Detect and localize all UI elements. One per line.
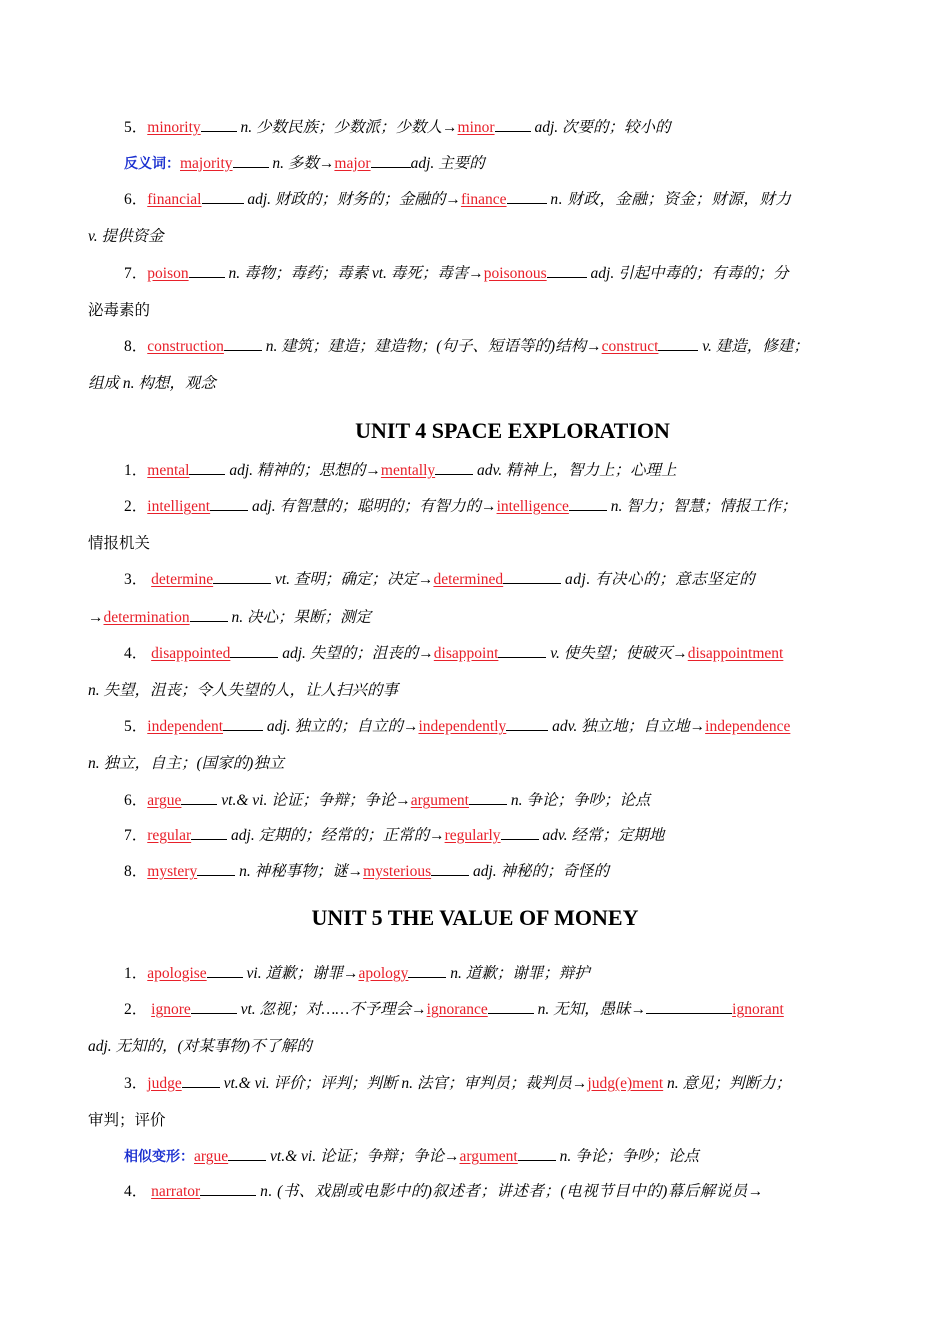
answer-word: regular — [147, 827, 192, 844]
answer-word: argue — [147, 792, 182, 809]
answer-word: disappoint — [433, 645, 499, 662]
answer-word: construct — [601, 338, 659, 355]
vocab-item: 6．argue vt.& vi. 论证；争辩；争论→argument n. 争论；争吵；论点 — [124, 792, 651, 809]
vocab-item: 3．judge vt.& vi. 评价；评判；判断 n. 法官；审判员；裁判员→judg(e)ment n. 意见；判断力； — [124, 1075, 792, 1092]
antonym-label: 反义词： — [124, 156, 180, 172]
answer-word: judg(e)ment — [587, 1075, 664, 1092]
answer-word: argument — [410, 792, 469, 809]
answer-word: determination — [103, 609, 190, 626]
answer-word: apology — [358, 965, 409, 982]
answer-word: minor — [457, 119, 495, 136]
answer-word: finance — [460, 191, 507, 208]
answer-word: mental — [147, 462, 190, 479]
vocab-item: 4． narrator n. (书、戏剧或电影中的)叙述者；讲述者；(电视节目中的)幕后解说员→ — [124, 1183, 764, 1200]
answer-word: independently — [418, 718, 507, 735]
answer-word: determined — [433, 571, 504, 588]
answer-word: determine — [151, 571, 214, 588]
vocab-item: 1．apologise vi. 道歉；谢罪→apology n. 道歉；谢罪；辩护 — [124, 965, 590, 982]
answer-word: mysterious — [363, 863, 432, 880]
vocab-item-continuation: v. 提供资金 — [88, 228, 164, 245]
antonym-line: 反义词：majority n. 多数→major adj. 主要的 — [124, 155, 485, 172]
vocab-item-continuation: n. 独立，自主；(国家的)独立 — [88, 755, 285, 772]
answer-word: disappointment — [687, 645, 784, 662]
answer-word: ignorance — [426, 1001, 488, 1018]
vocab-item-continuation: 泌毒素的 — [88, 302, 151, 319]
answer-word: major — [334, 155, 371, 172]
vocab-item: 2．intelligent adj. 有智慧的；聪明的；有智力的→intelligence n. 智力；智慧；情报工作； — [124, 498, 797, 515]
vocab-item: 3． determine vt. 查明；确定；决定→determined adj. 有决心的；意志坚定的 — [124, 571, 756, 588]
answer-word: argument — [459, 1148, 518, 1165]
vocab-item-continuation: →determination n. 决心；果断；测定 — [88, 609, 371, 626]
vocab-item: 8．mystery n. 神秘事物；谜→mysterious adj. 神秘的；奇怪的 — [124, 863, 610, 880]
answer-word: minority — [147, 119, 201, 136]
vocab-item: 5．minority n. 少数民族；少数派；少数人→minor adj. 次要的；较小的 — [124, 119, 671, 136]
vocab-item: 5．independent adj. 独立的；自立的→independently adv. 独立地；自立地→independence — [124, 718, 791, 735]
answer-word: construction — [147, 338, 224, 355]
answer-word: independence — [705, 718, 791, 735]
answer-word: financial — [147, 191, 202, 208]
similar-variation-line: 相似变形：argue vt.& vi. 论证；争辩；争论→argument n. 争论；争吵；论点 — [124, 1148, 700, 1165]
answer-word: argue — [194, 1148, 229, 1165]
answer-word: apologise — [147, 965, 207, 982]
answer-word: ignorant — [732, 1001, 784, 1018]
unit-5-title: UNIT 5 THE VALUE OF MONEY — [311, 905, 639, 930]
unit-4-title: UNIT 4 SPACE EXPLORATION — [355, 418, 670, 443]
vocab-item: 6．financial adj. 财政的；财务的；金融的→finance n. 财政，金融；资金；财源，财力 — [124, 191, 792, 208]
vocab-item: 2． ignore vt. 忽视；对……不予理会→ignorance n. 无知，愚昧→ ignorant — [124, 1001, 784, 1018]
answer-word: judge — [147, 1075, 182, 1092]
vocab-item: 8．construction n. 建筑；建造；建造物；(句子、短语等的)结构→construct v. 建造，修建； — [124, 338, 809, 355]
answer-word: disappointed — [151, 645, 231, 662]
answer-word: poison — [147, 265, 189, 282]
vocab-item: 1．mental adj. 精神的；思想的→mentally adv. 精神上，智力上；心理上 — [124, 462, 677, 479]
vocab-item-continuation: 情报机关 — [88, 535, 151, 552]
answer-word: independent — [147, 718, 224, 735]
answer-word: ignore — [151, 1001, 191, 1018]
vocab-item-continuation: n. 失望，沮丧；令人失望的人，让人扫兴的事 — [88, 682, 399, 699]
answer-word: intelligence — [496, 498, 569, 515]
vocab-item-continuation: adj. 无知的，(对某事物)不了解的 — [88, 1038, 312, 1055]
answer-word: mentally — [380, 462, 436, 479]
vocab-item: 4． disappointed adj. 失望的；沮丧的→disappoint v. 使失望；使破灭→disappointment — [124, 645, 784, 662]
vocab-item: 7．regular adj. 定期的；经常的；正常的→regularly adv. 经常；定期地 — [124, 827, 665, 844]
answer-word: intelligent — [147, 498, 211, 515]
answer-word: regularly — [444, 827, 501, 844]
vocab-item: 7．poison n. 毒物；毒药；毒素 vt. 毒死；毒害→poisonous adj. 引起中毒的；有毒的；分 — [124, 265, 789, 282]
answer-word: mystery — [147, 863, 198, 880]
vocab-item-continuation: 组成 n. 构想，观念 — [88, 375, 216, 392]
vocab-item-continuation: 审判；评价 — [88, 1112, 166, 1129]
answer-word: narrator — [151, 1183, 201, 1200]
answer-word: poisonous — [483, 265, 547, 282]
similar-variation-label: 相似变形： — [124, 1149, 194, 1165]
answer-word: majority — [180, 155, 233, 172]
